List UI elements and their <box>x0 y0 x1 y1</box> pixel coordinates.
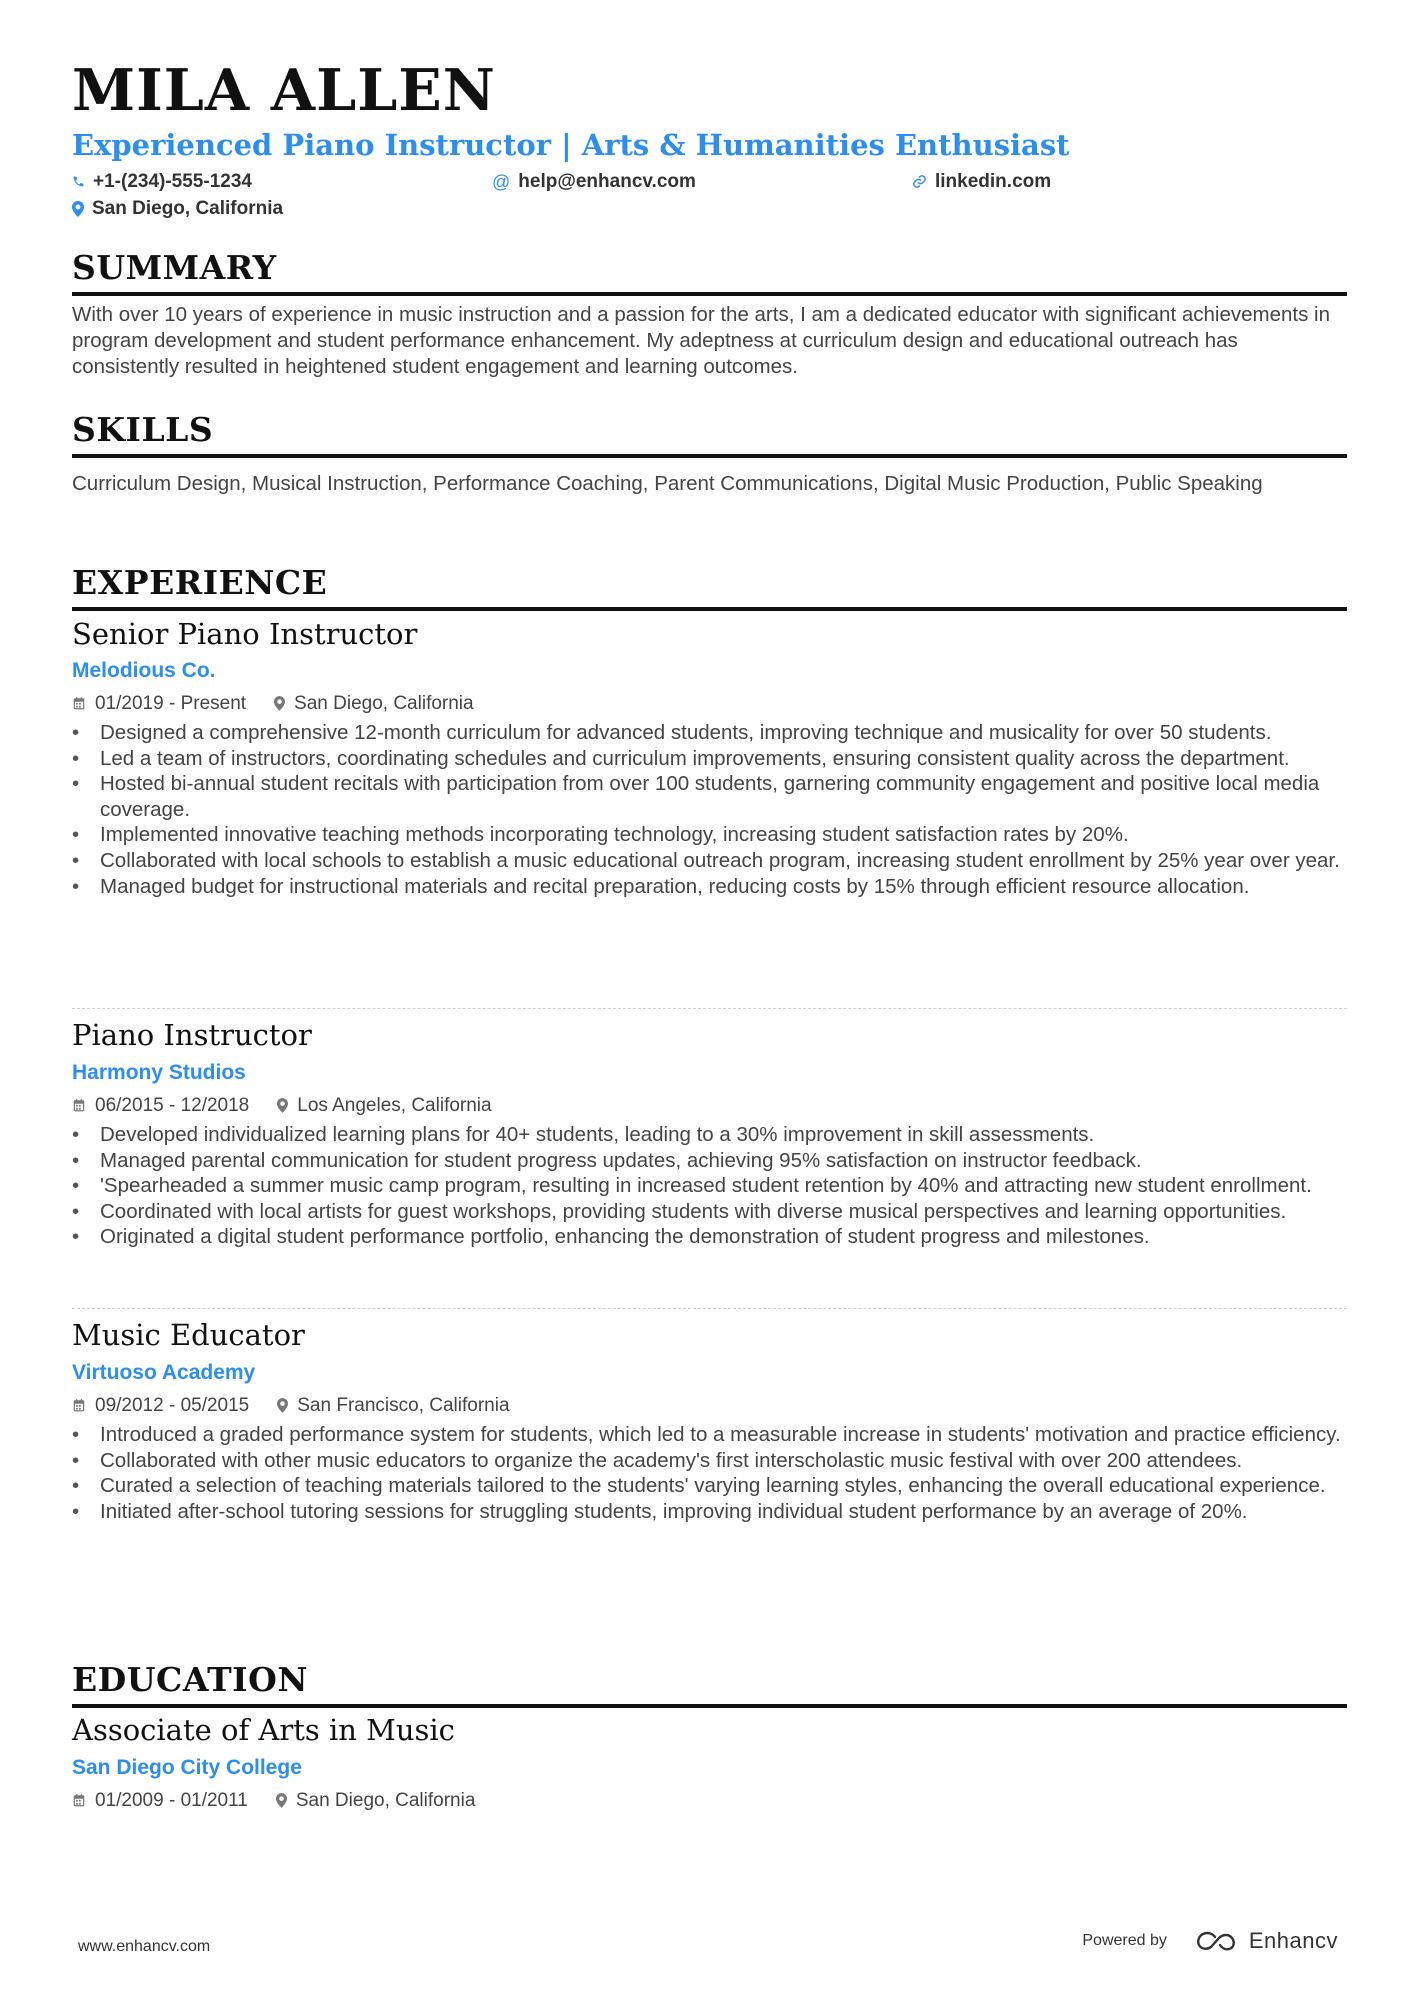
list-item: • Developed individualized learning plans for 40+ students, leading to a 30% improvement in skill assessments. <box>72 1122 1347 1148</box>
contact-phone <box>72 172 252 191</box>
list-item: • Designed a comprehensive 12-month curriculum for advanced students, improving technique and musicality for over 50 students. <box>72 720 1347 746</box>
calendar-icon <box>72 696 86 711</box>
job-dates: 01/2019 - Present <box>95 693 247 714</box>
linkedin-text[interactable]: linkedin.com <box>935 171 1052 192</box>
footer-website[interactable]: www.enhancv.com <box>78 1938 211 1955</box>
list-item: • 'Spearheaded a summer music camp program, resulting in increased student retention by 40% and attracting new student enrollment. <box>72 1173 1347 1199</box>
company-name: Virtuoso Academy <box>72 1361 256 1384</box>
job-location: Los Angeles, California <box>297 1095 492 1116</box>
calendar-icon <box>72 1398 86 1413</box>
skills-text: Curriculum Design, Musical Instruction, Performance Coaching, Parent Communications, Digital Music Production, Public Speaking <box>72 472 1263 495</box>
job-dates: 09/2012 - 05/2015 <box>95 1395 250 1416</box>
calendar-icon <box>72 1793 86 1808</box>
job-title: Senior Piano Instructor <box>72 617 418 651</box>
degree-title: Associate of Arts in Music <box>72 1713 455 1747</box>
contact-linkedin[interactable] <box>912 172 1051 191</box>
experience-heading: EXPERIENCE <box>72 566 1347 611</box>
job-meta <box>72 1096 492 1115</box>
job-bullets <box>72 720 1347 899</box>
job-location: San Francisco, California <box>297 1395 510 1416</box>
education-dates: 01/2009 - 01/2011 <box>95 1790 248 1811</box>
enhancv-brand-text: Enhancv <box>1248 1928 1338 1953</box>
job-title: Music Educator <box>72 1318 305 1352</box>
summary-heading: SUMMARY <box>72 251 1347 296</box>
phone-icon <box>72 174 85 189</box>
at-icon: @ <box>492 171 511 192</box>
location-pin-icon <box>277 1398 288 1413</box>
job-divider <box>72 1008 1347 1009</box>
job-divider <box>72 1308 1347 1309</box>
link-icon <box>912 174 927 189</box>
summary-text: With over 10 years of experience in music instruction and a passion for the arts, I am a dedicated educator with significant achievements in program development and student performance enhancement. My adeptness at curriculum design and educational outreach has consistently resulted in heightened student engagement and learning outcomes. <box>72 303 1330 378</box>
email-text[interactable]: help@enhancv.com <box>518 171 696 192</box>
job-bullets <box>72 1422 1347 1524</box>
location-text: San Diego, California <box>92 198 284 219</box>
list-item: • Coordinated with local artists for guest workshops, providing students with diverse musical perspectives and learning opportunities. <box>72 1199 1347 1225</box>
skills-heading: SKILLS <box>72 413 1347 458</box>
list-item: • Led a team of instructors, coordinating schedules and curriculum improvements, ensuring consistent quality across the department. <box>72 746 1347 772</box>
list-item: • Implemented innovative teaching methods incorporating technology, increasing student satisfaction rates by 20%. <box>72 822 1347 848</box>
job-title: Piano Instructor <box>72 1018 312 1052</box>
list-item: • Collaborated with local schools to establish a music educational outreach program, increasing student enrollment by 25% year over year. <box>72 848 1347 874</box>
list-item: • Managed parental communication for student progress updates, achieving 95% satisfaction on instructor feedback. <box>72 1148 1347 1174</box>
location-pin-icon <box>276 1793 287 1808</box>
powered-by-text: Powered by <box>1082 1932 1167 1949</box>
contact-location <box>72 199 283 218</box>
education-meta <box>72 1791 475 1810</box>
job-bullets <box>72 1122 1347 1250</box>
list-item: • Hosted bi-annual student recitals with participation from over 100 students, garnering community engagement and positive local media coverage. <box>72 771 1347 822</box>
job-meta <box>72 1396 510 1415</box>
phone-text: +1-(234)-555-1234 <box>93 171 252 192</box>
location-pin-icon <box>277 1098 288 1113</box>
list-item: • Collaborated with other music educators to organize the academy's first interscholastic music festival with over 200 attendees. <box>72 1448 1347 1474</box>
list-item: • Curated a selection of teaching materials tailored to the students' varying learning styles, enhancing the overall educational experience. <box>72 1473 1347 1499</box>
enhancv-logo-icon <box>1195 1928 1241 1954</box>
calendar-icon <box>72 1098 86 1113</box>
list-item: • Introduced a graded performance system for students, which led to a measurable increase in students' motivation and practice efficiency. <box>72 1422 1347 1448</box>
job-meta <box>72 694 474 713</box>
list-item: • Initiated after-school tutoring sessions for struggling students, improving individual student performance by an average of 20%. <box>72 1499 1347 1525</box>
job-location: San Diego, California <box>294 693 474 714</box>
candidate-tagline: Experienced Piano Instructor | Arts & Humanities Enthusiast <box>72 128 1070 162</box>
list-item: • Originated a digital student performance portfolio, enhancing the demonstration of student progress and milestones. <box>72 1224 1347 1250</box>
footer-branding[interactable] <box>1082 1928 1338 1954</box>
list-item: • Managed budget for instructional materials and recital preparation, reducing costs by 15% through efficient resource allocation. <box>72 874 1347 900</box>
school-name: San Diego City College <box>72 1756 302 1779</box>
company-name: Harmony Studios <box>72 1061 246 1084</box>
location-pin-icon <box>274 696 285 711</box>
company-name: Melodious Co. <box>72 659 216 682</box>
candidate-name: MILA ALLEN <box>72 57 496 124</box>
location-pin-icon <box>72 201 84 217</box>
education-location: San Diego, California <box>295 1790 476 1811</box>
education-heading: EDUCATION <box>72 1663 1347 1708</box>
job-dates: 06/2015 - 12/2018 <box>95 1095 250 1116</box>
contact-email[interactable] <box>492 172 696 191</box>
